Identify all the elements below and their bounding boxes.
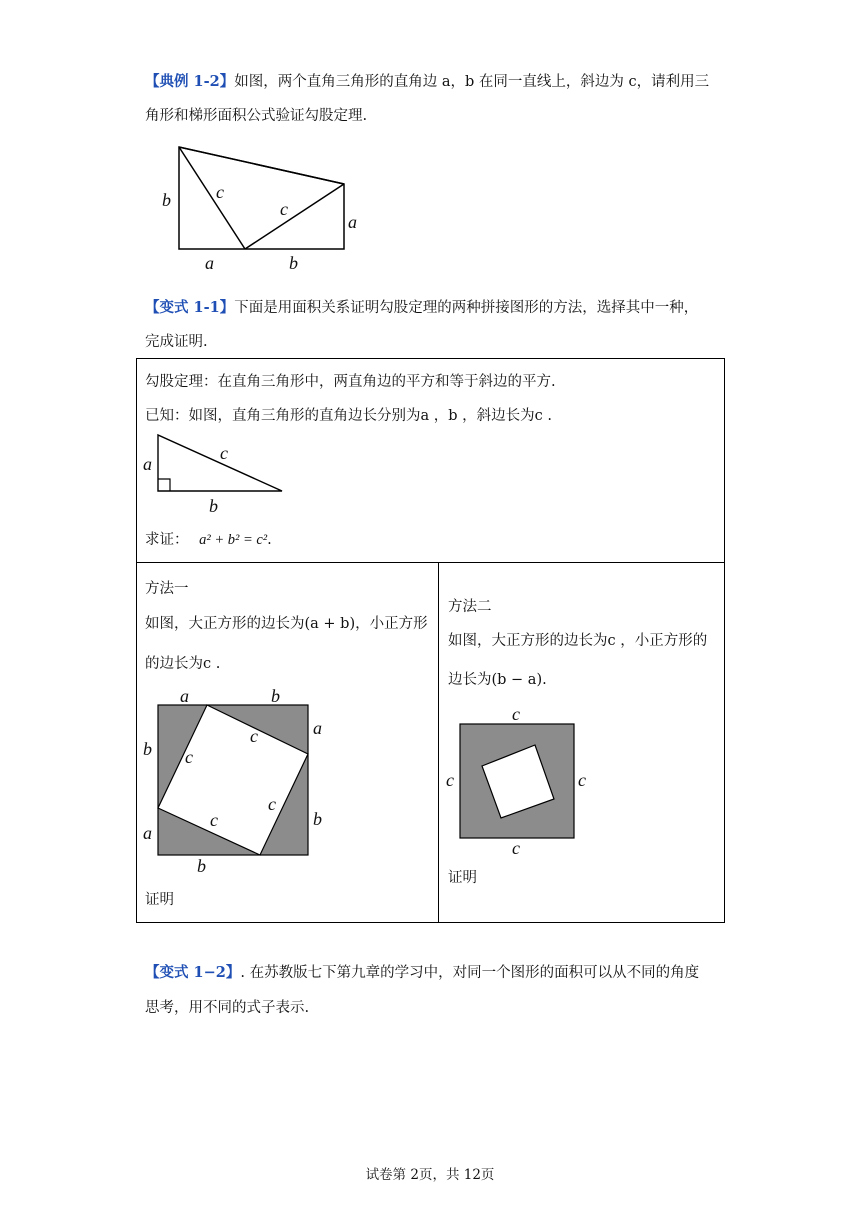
method1-title: 方法一: [145, 581, 189, 597]
m1-b-bottom: b: [197, 856, 206, 876]
prove-label: 求证：: [145, 532, 189, 548]
variant-1-2-line2: 思考，用不同的式子表示.: [145, 1000, 310, 1016]
label-b-left: b: [162, 190, 171, 210]
m2-c-top: c: [512, 704, 520, 724]
example-1-2-line2: 角形和梯形面积公式验证勾股定理.: [145, 108, 368, 124]
m1-c-tr: c: [250, 726, 258, 746]
tri-label-a: a: [143, 454, 152, 474]
m1-a-right: a: [313, 718, 322, 738]
variant-tag: 【变式 1-1】: [145, 299, 235, 316]
m2-c-bottom: c: [512, 838, 520, 858]
variant-text-1: 下面是用面积关系证明勾股定理的两种拼接图形的方法，选择其中一种，: [234, 300, 699, 316]
m1-a-left: a: [143, 823, 152, 843]
method1-square-figure: [138, 682, 333, 882]
method1-proof: 证明: [145, 892, 174, 908]
m1-b-right: b: [313, 809, 322, 829]
m1-c-bottom: c: [210, 810, 218, 830]
variant2-tag: 【变式 1−2】: [145, 964, 241, 981]
method2-line2: 边长为(b − a).: [448, 672, 547, 688]
method1-line1: 如图，大正方形的边长为(a + b)，小正方形: [145, 616, 428, 632]
page-footer: 试卷第 2页，共 12页: [365, 1167, 495, 1183]
method2-square-figure: [440, 700, 610, 865]
example-text-1: 如图，两个直角三角形的直角边 a，b 在同一直线上，斜边为 c，请利用三: [234, 74, 710, 90]
label-a-bottom: a: [205, 253, 214, 273]
m1-b-top: b: [271, 686, 280, 706]
given-statement: 已知：如图，直角三角形的直角边长分别为a ，b ，斜边长为c .: [145, 408, 552, 424]
label-c-2: c: [280, 199, 288, 219]
tri-label-c: c: [220, 443, 228, 463]
m1-b-left: b: [143, 739, 152, 759]
theorem-statement: 勾股定理：在直角三角形中，两直角边的平方和等于斜边的平方.: [145, 374, 556, 390]
m1-a-top: a: [180, 686, 189, 706]
m2-c-left: c: [446, 770, 454, 790]
variant-1-2-line1: [145, 963, 699, 983]
method2-title: 方法二: [448, 599, 492, 615]
label-c-1: c: [216, 182, 224, 202]
prove-formula: a² + b² = c²: [199, 532, 268, 548]
label-b-bottom: b: [289, 253, 298, 273]
label-a-right: a: [348, 212, 357, 232]
example-tag: 【典例 1-2】: [145, 73, 235, 90]
m2-c-right: c: [578, 770, 586, 790]
method2-line1: 如图，大正方形的边长为c ，小正方形的: [448, 633, 708, 649]
prove-end: .: [267, 532, 272, 548]
variant2-text-1: . 在苏教版七下第九章的学习中，对同一个图形的面积可以从不同的角度: [240, 965, 700, 981]
tri-label-b: b: [209, 496, 218, 516]
variant-1-1-line2: 完成证明.: [145, 334, 208, 350]
variant-1-1-line1: [145, 298, 698, 318]
method1-line2: 的边长为c .: [145, 656, 221, 672]
box-divider-horizontal: [136, 562, 725, 563]
method2-proof: 证明: [448, 870, 477, 886]
prove-statement: [145, 530, 272, 550]
example-1-2-line1: [145, 72, 709, 92]
m1-c-r: c: [268, 794, 276, 814]
m1-c-tl: c: [185, 747, 193, 767]
box-divider-vertical: [438, 562, 439, 923]
right-triangle-figure: [140, 428, 300, 518]
trapezoid-figure: [150, 140, 380, 275]
